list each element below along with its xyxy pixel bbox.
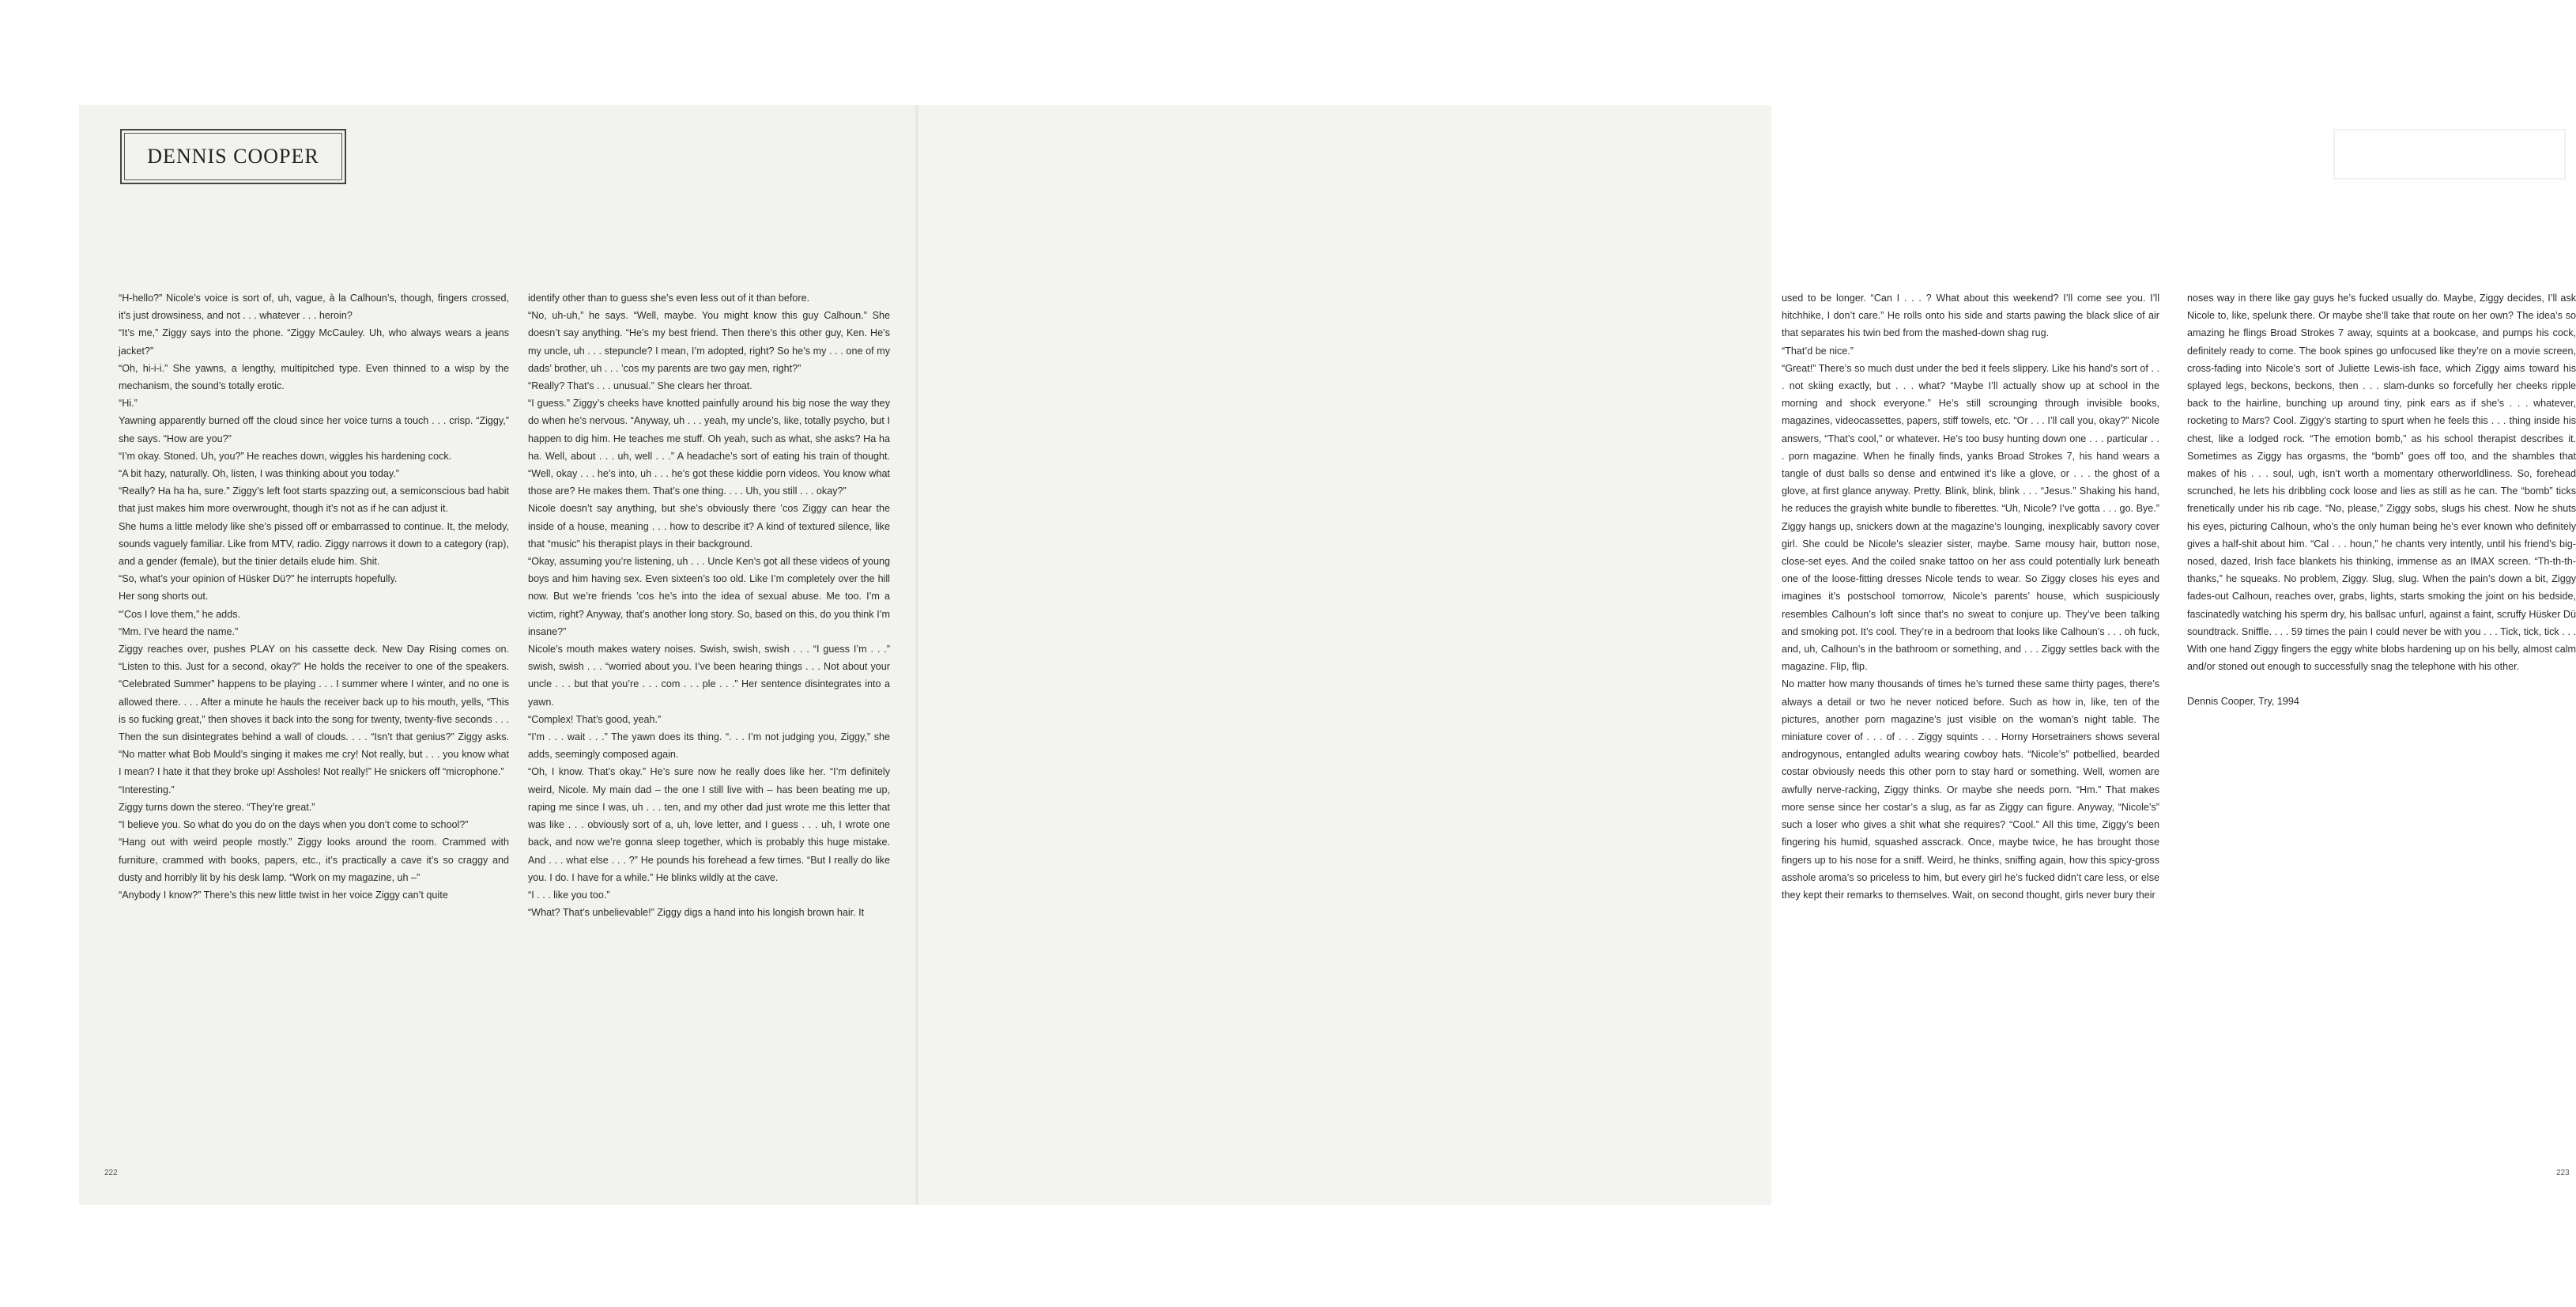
paragraph: “That’d be nice.” — [1782, 345, 1854, 357]
paragraph: “H-hello?” Nicole’s voice is sort of, uh, vague, à la Calhoun’s, though, fingers crossed, it’s just drowsiness, and not . . . whatever . . . heroin? — [119, 293, 509, 322]
text-column-2 — [528, 289, 890, 921]
paragraph: “Mm. I’ve heard the name.” — [119, 625, 239, 637]
left-page — [79, 105, 916, 1205]
text-column-1 — [119, 289, 509, 904]
page-number-left: 222 — [104, 1169, 118, 1177]
paragraph: “Hi.” — [119, 398, 138, 410]
paragraph: “Interesting.” — [119, 784, 175, 795]
page-number-right: 223 — [2556, 1169, 2570, 1177]
paragraph: Nicole doesn’t say anything, but she’s obviously there ’cos Ziggy can hear the inside of a house, meaning . . . how to describe it? A kind of textured silence, like that “music” his therapist plays in their background. — [528, 503, 890, 550]
paragraph: “’Cos I love them,” he adds. — [119, 608, 240, 620]
paragraph: Ziggy turns down the stereo. “They’re great.” — [119, 801, 315, 813]
paragraph: Ziggy reaches over, pushes PLAY on his cassette deck. New Day Rising comes on. “Listen to this. Just for a second, okay?” He holds the receiver to one of the speakers. “Celebrated Summer” happens to be playing . . . I summer where I winter, and no one is allowed there. . . . After a minute he hauls the receiver back up to his mouth, yells, “This is so fucking great,” then shoves it back into the song for twenty, twenty-five seconds . . . Then the sun disintegrates behind a wall of clouds. . . . “Isn’t that genius?” Ziggy asks. “No matter what Bob Mould’s singing it makes me cry! Not really, but . . . you know what I mean? I hate it that they broke up! Assholes! Not really!” He snickers off “microphone.” — [119, 644, 509, 778]
text-column-3 — [1782, 289, 2159, 904]
paragraph: “Oh, hi-i-i.” She yawns, a lengthy, multipitched type. Even thinned to a wisp by the mechanism, the sound’s totally erotic. — [119, 362, 509, 392]
author-header: DENNIS COOPER — [147, 145, 319, 168]
paragraph: used to be longer. “Can I . . . ? What about this weekend? I’ll come see you. I’ll hitchhike, I don’t care.” He rolls onto his side and starts pawing the black slice of air that separates his twin bed from the mashed-down shag rug. — [1782, 293, 2159, 339]
paragraph: “No, uh-uh,” he says. “Well, maybe. You might know this guy Calhoun.” She doesn’t say anything. “He’s my best friend. Then there’s this other guy, Ken. He’s my uncle, uh . . . stepuncle? I mean, I’m adopted, right? So he’s my . . . one of my dads’ brother, uh . . . ’cos my parents are two gay men, right?” — [528, 310, 890, 374]
paragraph: “I’m . . . wait . . .” The yawn does its thing. “. . . I’m not judging you, Ziggy,” she adds, seemingly composed again. — [528, 731, 890, 761]
paragraph: “Oh, I know. That’s okay.” He’s sure now he really does like her. “I’m definitely weird, Nicole. My main dad – the one I still live with – has been beating me up, raping me since I was, uh . . . ten, and my other dad just wrote me this letter that was like . . . obviously sort of a, uh, love letter, and I guess . . . uh, I wrote one back, and now we’re gonna sleep together, which is probably this huge mistake. And . . . what else . . . ?” He pounds his forehead a few times. “But I really do like you. I do. I have for a while.” He blinks wildly at the cave. — [528, 766, 890, 883]
paragraph: “Complex! That’s good, yeah.” — [528, 713, 662, 725]
paragraph: “I’m okay. Stoned. Uh, you?” He reaches down, wiggles his hardening cock. — [119, 450, 452, 462]
paragraph: “Anybody I know?” There’s this new little twist in her voice Ziggy can’t quite — [119, 889, 448, 901]
paragraph: “So, what’s your opinion of Hüsker Dü?” he interrupts hopefully. — [119, 573, 398, 585]
paragraph: “A bit hazy, naturally. Oh, listen, I was thinking about you today.” — [119, 468, 399, 480]
show-through-header — [2333, 129, 2566, 179]
paragraph: Yawning apparently burned off the cloud since her voice turns a touch . . . crisp. “Ziggy,” she says. “How are you?” — [119, 415, 509, 444]
paragraph: identify other than to guess she’s even less out of it than before. — [528, 293, 810, 304]
paragraph: noses way in there like gay guys he’s fucked usually do. Maybe, Ziggy decides, I’ll ask Nicole to, like, spelunk there. Or maybe she’ll take that route on her own? The idea’s so amazing he flings Broad Strokes 7 away, squints at a bookcase, and pumps his cock, definitely ready to come. The book spines go unfocused like they’re on a movie screen, cross-fading into Nicole’s sort of Juliette Lewis-ish face, which Ziggy aims toward his splayed legs, beckons, beckons, then . . . slam-dunks so forcefully her cheeks ripple back to the hairline, bunching up around tiny, pink ears as if she’s . . . whatever, rocketing to Mars? Cool. Ziggy’s starting to spurt when he feels this . . . thing inside his chest, like a lodged rock. “The emotion bomb,” as his school therapist describes it. Sometimes as Ziggy has orgasms, the “bomb” goes off too, and the shambles that makes of his . . . soul, ugh, isn’t worth a momentary otherworldliness. So, forehead scrunched, he lets his dribbling cock loose and lies as still as he can. The “bomb” ticks frenetically under his rib cage. “No, please,” Ziggy sobs, slugs his chest. Now he shuts his eyes, picturing Calhoun, who’s the only human being he’s ever known who definitely gives a half-shit about him. “Cal . . . houn,” he chants very intently, until his friend’s big-nosed, dazed, Irish face blankets his thinking, immense as an IMAX screen. “Th-th-th-thanks,” he squeaks. No problem, Ziggy. Slug, slug. When the pain’s down a bit, Ziggy fades-out Calhoun, reaches over, grabs, lights, starts smoking the joint on his bedside, fascinatedly watching his sperm dry, his ballsac unfurl, against a faint, scruffy Hüsker Dü soundtrack. Sniffle. . . . 59 times the pain I could never be with you . . . Tick, tick, tick . . . With one hand Ziggy fingers the eggy white blobs hardening up on his belly, almost calm and/or stoned out enough to successfully snag the telephone with his other. — [2187, 293, 2576, 673]
paragraph: “Really? That’s . . . unusual.” She clears her throat. — [528, 380, 752, 392]
paragraph: “I believe you. So what do you do on the days when you don’t come to school?” — [119, 819, 469, 831]
paragraph: No matter how many thousands of times he’s turned these same thirty pages, there’s always a detail or two he never noticed before. Such as how in, like, ten of the pictures, another porn magazine’s just visible on the woman’s night table. The miniature cover of . . . of . . . Ziggy squints . . . Horny Horsetrainers shows several androgynous, entangled adults wearing cowboy hats. “Nicole’s” potbellied, bearded costar obviously needs this other porn to stay hard or something. Well, women are awfully nerve-racking, Ziggy thinks. Or maybe she needs porn. “Hm.” That makes more sense since her costar’s a slug, as far as Ziggy can figure. Anyway, “Nicole’s” such a loser who gives a shit what she requires? “Cool.” All this time, Ziggy’s been fingering his humid, squashed asscrack. Once, maybe twice, he has brought those fingers up to his nose for a sniff. Weird, he thinks, sniffing again, how this spicy-gross asshole aroma’s so priceless to him, but every girl he’s fucked didn’t care less, or else they kept their remarks to themselves. Wait, on second thought, girls never bury their — [1782, 678, 2159, 901]
source-credit: Dennis Cooper, Try, 1994 — [2187, 696, 2299, 708]
paragraph: “Really? Ha ha ha, sure.” Ziggy’s left foot starts spazzing out, a semiconscious bad habit that just makes him more overwrought, though it’s not as if he can adjust it. — [119, 485, 509, 515]
text-column-4 — [2187, 289, 2576, 711]
paragraph: She hums a little melody like she’s pissed off or embarrassed to continue. It, the melody, sounds vaguely familiar. Like from MTV, radio. Ziggy narrows it down to a category (rap), and a gender (female), but the tinier details elude him. Shit. — [119, 520, 509, 568]
paragraph: “I . . . like you too.” — [528, 889, 610, 901]
paragraph: “Okay, assuming you’re listening, uh . . . Uncle Ken’s got all these videos of young boys and him having sex. Even sixteen’s too old. Like I’m completely over the hill now. But we’re friends ’cos he’s into the idea of sexual abuse. Me too. I’m a victim, right? Anyway, that’s another long story. So, based on this, do you think I’m insane?” — [528, 556, 890, 637]
paragraph: “Great!” There’s so much dust under the bed it feels slippery. Like his hand’s sort of . . . not skiing exactly, but . . . what? “Maybe I’ll actually show up at school in the morning and shock everyone.” He’s still scrounging through invisible books, magazines, videocassettes, papers, stiff towels, etc. “Or . . . I’ll call you, okay?” Nicole answers, “That’s cool,” or whatever. He’s too busy hunting down one . . . particular . . . porn magazine. When he finally finds, yanks Broad Strokes 7, his hand wears a tangle of dust balls so dense and entwined it’s like a glove, or . . . the ghost of a glove, at first glance anyway. Pretty. Blink, blink, blink . . . “Jesus.” Shaking his hand, he reduces the grayish white bundle to fiberettes. “Uh, Nicole? I’ve gotta . . . go. Bye.” Ziggy hangs up, snickers down at the magazine’s lounging, inexplicably savory cover girl. She could be Nicole’s sleazier sister, maybe. Same mousy hair, button nose, close-set eyes. And the coiled snake tattoo on her ass could potentially lurk beneath one of the loose-fitting dresses Nicole tends to wear. So Ziggy closes his eyes and imagines it’s postschool tomorrow, Nicole’s parents’ house, which suspiciously resembles Calhoun’s loft since that’s no sweat to conjure up. They’ve been talking and smoking pot. It’s cool. They’re in a bedroom that looks like Calhoun’s . . . oh fuck, and, uh, Calhoun’s in the bathroom or something, and . . . Ziggy settles back with the magazine. Flip, flip. — [1782, 362, 2159, 673]
book-spread — [79, 105, 2576, 1205]
paragraph: “It’s me,” Ziggy says into the phone. “Ziggy McCauley. Uh, who always wears a jeans jacket?” — [119, 327, 509, 357]
paragraph: “What? That’s unbelievable!” Ziggy digs a hand into his longish brown hair. It — [528, 907, 865, 919]
paragraph: Nicole’s mouth makes watery noises. Swish, swish, swish . . . “I guess I’m . . .” swish, swish . . . “worried about you. I’ve been hearing things . . . Not about your uncle . . . but that you’re . . . com . . . ple . . .” Her sentence disintegrates into a yawn. — [528, 644, 890, 708]
paragraph: “I guess.” Ziggy’s cheeks have knotted painfully around his big nose the way they do when he’s nervous. “Anyway, uh . . . yeah, my uncle’s, like, totally psycho, but I happen to dig him. He teaches me stuff. Oh yeah, such as what, she asks? Ha ha ha. Well, about . . . uh, well . . .” A headache’s sort of eating his train of thought. “Well, okay . . . he’s into, uh . . . he’s got these kiddie porn videos. You know what those are? He makes them. That’s one thing. . . . Uh, you still . . . okay?” — [528, 398, 890, 497]
paragraph: Her song shorts out. — [119, 591, 209, 603]
paragraph: “Hang out with weird people mostly.” Ziggy looks around the room. Crammed with furniture, crammed with books, papers, etc., it’s practically a cave it’s so craggy and dusty and horribly lit by his desk lamp. “Work on my magazine, uh –” — [119, 837, 509, 883]
author-header-box — [120, 129, 346, 184]
right-page — [918, 105, 2576, 1205]
